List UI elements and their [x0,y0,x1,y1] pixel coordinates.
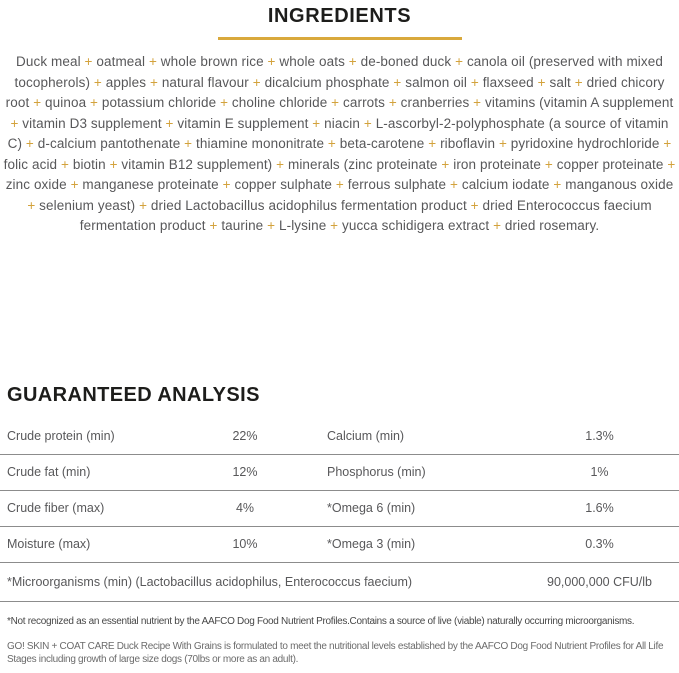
plus-separator: + [533,74,550,90]
plus-separator: + [663,156,676,172]
ingredient-item: salt [549,74,571,90]
ingredient-item: potassium chloride [101,95,217,110]
microorganisms-row [0,563,679,602]
ingredients-text [4,52,676,237]
plus-separator: + [308,115,325,131]
ingredient-item: natural flavour [161,74,249,90]
ingredient-item: carrots [343,95,385,110]
ingredients-title: INGREDIENTS [267,5,412,27]
plus-separator: + [344,54,361,69]
plus-separator: + [161,115,178,131]
ingredient-item: dried Lactobacillus acidophilus fermentation product [150,197,467,213]
plus-separator: + [248,74,265,90]
analysis-value-right: 1% [590,465,609,479]
ingredient-item: copper sulphate [234,177,333,192]
plus-separator: + [135,197,151,213]
footnote-nutrient-disclaimer: *Not recognized as an essential nutrient by the AAFCO Dog Food Nutrient Profiles.Contains a source of live (viable) naturally occurring microorganisms. [7,615,635,627]
analysis-value-right: 0.3% [585,537,614,551]
analysis-value-right: 1.3% [585,429,614,443]
analysis-label-right: *Omega 3 (min) [327,537,416,551]
plus-separator: + [146,74,162,90]
ingredient-item: d-calcium pantothenate [37,136,181,151]
ingredient-item: selenium yeast) [39,197,136,213]
plus-separator: + [437,156,454,172]
plus-separator: + [27,197,40,213]
ingredient-item: canola oil (preserved with mixed tocopherols) [14,54,663,90]
ingredient-item: de-boned duck [360,54,452,69]
ingredient-item: Duck meal [16,54,81,69]
ingredient-item: dried chicory root [5,74,665,110]
plus-separator: + [90,74,106,90]
ingredient-item: choline chloride [231,95,328,110]
ingredient-item: dried rosemary. [504,218,600,233]
plus-separator: + [424,136,441,151]
analysis-label-right: Calcium (min) [327,429,405,443]
plus-separator: + [324,136,340,151]
plus-separator: + [495,136,511,151]
plus-separator: + [145,54,161,69]
ingredient-item: vitamin D3 supplement [22,115,162,131]
analysis-label-left: Moisture (max) [7,537,91,551]
plus-separator: + [384,95,401,110]
plus-separator: + [105,156,122,172]
plus-separator: + [86,95,102,110]
ingredient-item: flaxseed [482,74,534,90]
ingredient-item: riboflavin [440,136,496,151]
analysis-row [0,455,679,491]
ingredient-item: cranberries [400,95,470,110]
analysis-row [0,491,679,527]
plus-separator: + [272,156,288,172]
plus-separator: + [446,177,462,192]
plus-separator: + [263,218,279,233]
plus-separator: + [205,218,222,233]
plus-separator: + [360,115,376,131]
ingredient-item: copper proteinate [556,156,664,172]
analysis-value-left: 4% [235,501,255,515]
ingredient-item: iron proteinate [453,156,542,172]
ingredient-item: calcium iodate [461,177,550,192]
plus-separator: + [57,156,73,172]
analysis-label-left: Crude fiber (max) [7,501,105,515]
ingredient-item: dried Enterococcus faecium fermentation product [79,197,652,233]
plus-separator: + [180,136,196,151]
analysis-row [0,527,679,563]
ingredient-item: apples [105,74,147,90]
microorganisms-label: *Microorganisms (min) (Lactobacillus acidophilus, Enterococcus faecium) [7,574,413,589]
footnote-aafco-statement: GO! SKIN + COAT CARE Duck Recipe With Grains is formulated to meet the nutritional levels established by the AAFCO Dog Food Nutrient Profiles for All Life Stages including growth of large size dogs (70lbs or more as an adult). [7,640,664,665]
ingredient-item: pyridoxine hydrochloride [510,136,660,151]
plus-separator: + [326,218,342,233]
microorganisms-value: 90,000,000 CFU/lb [547,574,652,589]
plus-separator: + [541,156,557,172]
plus-separator: + [332,177,348,192]
plus-separator: + [29,95,46,110]
plus-separator: + [467,74,483,90]
ingredient-item: vitamin B12 supplement) [121,156,273,172]
ingredient-item: minerals (zinc proteinate [287,156,438,172]
analysis-value-left: 10% [232,537,258,551]
ingredient-item: niacin [324,115,361,131]
title-underline-rule [218,37,462,40]
ingredient-item: manganous oxide [565,177,674,192]
analysis-table [0,419,679,602]
ingredient-item: biotin [72,156,106,172]
ingredient-item: L-ascorbyl-2-polyphosphate (a source of vitamin C) [7,115,669,151]
ingredient-item: beta-carotene [339,136,425,151]
analysis-title: GUARANTEED ANALYSIS [7,383,260,406]
analysis-value-left: 22% [232,429,258,443]
analysis-label-right: *Omega 6 (min) [327,501,416,515]
plus-separator: + [218,177,235,192]
plus-separator: + [466,197,483,213]
ingredient-item: thiamine mononitrate [196,136,325,151]
analysis-value-right: 1.6% [585,501,614,515]
plus-separator: + [22,136,38,151]
plus-separator: + [549,177,566,192]
ingredient-item: ferrous sulphate [347,177,447,192]
ingredient-item: vitamins (vitamin A supplement [485,95,674,110]
ingredient-item: folic acid [3,156,58,172]
ingredient-item: zinc oxide [5,177,67,192]
ingredient-item: L-lysine [278,218,327,233]
ingredient-item: dicalcium phosphate [264,74,390,90]
plus-separator: + [389,74,406,90]
plus-separator: + [570,74,587,90]
plus-separator: + [66,177,83,192]
ingredient-item: manganese proteinate [82,177,219,192]
plus-separator: + [263,54,280,69]
ingredient-item: oatmeal [96,54,146,69]
ingredient-item: taurine [221,218,264,233]
plus-separator: + [327,95,344,110]
ingredient-item: yucca schidigera extract [342,218,490,233]
analysis-label-left: Crude protein (min) [7,429,115,443]
analysis-label-left: Crude fat (min) [7,465,91,479]
plus-separator: + [489,218,505,233]
ingredient-item: vitamin E supplement [177,115,309,131]
ingredient-item: quinoa [45,95,87,110]
analysis-row [0,419,679,455]
plus-separator: + [451,54,467,69]
plus-separator: + [80,54,97,69]
analysis-label-right: Phosphorus (min) [327,465,426,479]
plus-separator: + [659,136,672,151]
ingredient-item: whole brown rice [160,54,264,69]
ingredient-item: salmon oil [405,74,468,90]
plus-separator: + [10,115,23,131]
plus-separator: + [469,95,485,110]
analysis-value-left: 12% [232,465,258,479]
ingredient-item: whole oats [279,54,345,69]
plus-separator: + [216,95,232,110]
